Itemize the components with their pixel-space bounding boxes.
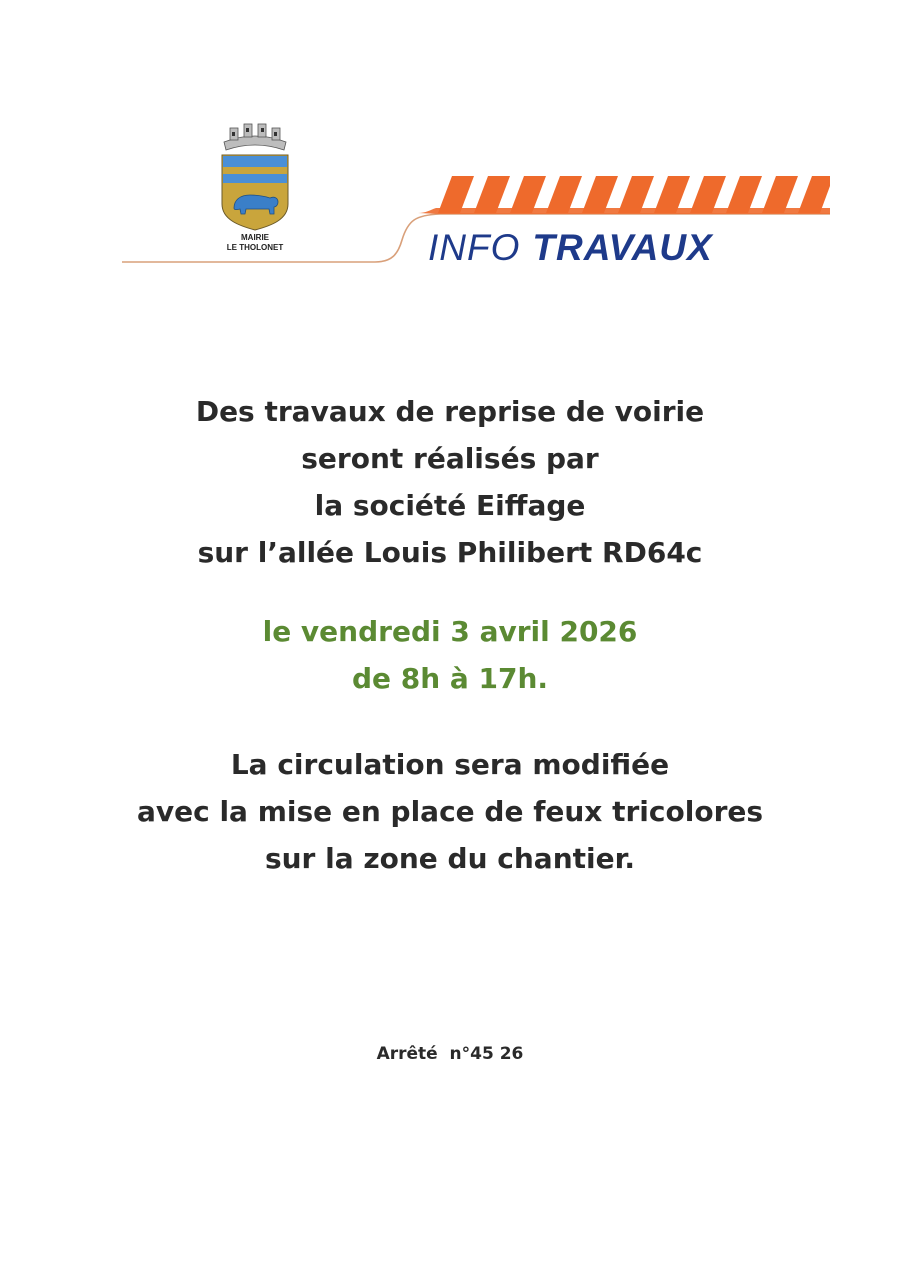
stripe-base — [418, 208, 830, 214]
notice-line: avec la mise en place de feux tricolores — [136, 795, 764, 828]
info-travaux-title — [428, 226, 713, 270]
notice-line: seront réalisés par — [301, 442, 599, 475]
mairie-line2: LE THOLONET — [226, 243, 284, 252]
time-line: de 8h à 17h. — [351, 662, 549, 695]
date-line: le vendredi 3 avril 2026 — [262, 615, 638, 648]
info-word: INFO — [428, 227, 521, 268]
mairie-label — [200, 233, 310, 253]
notice-line: La circulation sera modifiée — [230, 748, 670, 781]
notice-line: sur l’allée Louis Philibert RD64c — [197, 536, 703, 569]
notice-line: la société Eiffage — [314, 489, 586, 522]
header — [0, 0, 900, 300]
stripe-band — [438, 176, 830, 213]
works-date — [0, 608, 900, 702]
coat-of-arms-logo — [218, 122, 292, 232]
travaux-word: TRAVAUX — [532, 227, 713, 268]
traffic-info — [0, 741, 900, 882]
mairie-line1: MAIRIE — [241, 233, 269, 242]
mural-crown — [224, 124, 286, 150]
notice-line: sur la zone du chantier. — [264, 842, 636, 875]
notice-line: Des travaux de reprise de voirie — [195, 395, 705, 428]
works-description — [0, 388, 900, 576]
arrete-number: Arrêté n°45 26 — [376, 1044, 524, 1064]
